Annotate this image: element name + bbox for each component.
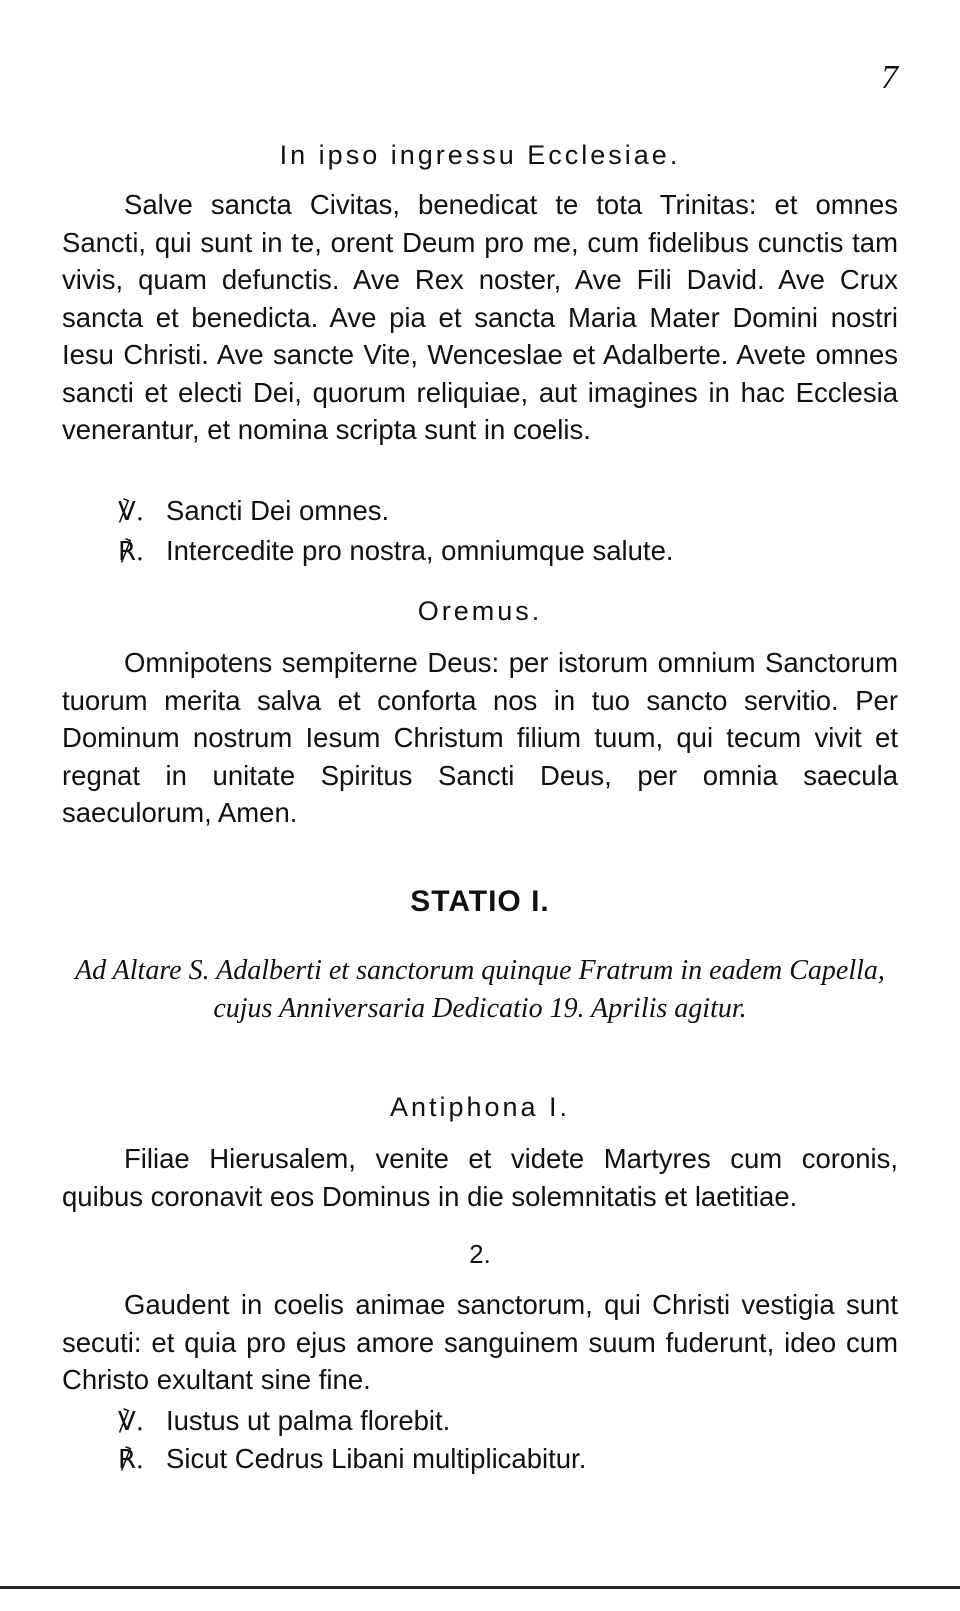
section-heading-entrance: In ipso ingressu Ecclesiae. [279,140,681,170]
antiphona-heading-2: 2. [469,1239,491,1269]
prayer-salve-paragraph: Salve sancta Civitas, benedicat te tota Trinitas: et omnes Sancti, qui sunt in te, orent Deum pro me, cum fidelibus cunctis tam vivis, quam defunctis. Ave Rex noster, Ave Fili David. Ave Crux sancta et benedicta. Ave pia et sancta Maria Mater Domini nostri Iesu Christi. Ave sancte Vite, Wenceslae et Adalberte. Avete omnes sancti et electi Dei, quorum reliquiae, aut imagines in hac Ecclesia venerantur, et nomina scripta sunt in coelis. [62,189,898,445]
book-page [62,0,898,1611]
versicle-symbol-2: ℣. [118,1407,145,1437]
antiphona-2-paragraph: Gaudent in coelis animae sanctorum, qui Christi vestigia sunt secuti: et quia pro ejus amore sanguinem suum fuderunt, ideo cum Christo exultant sine fine. [62,1289,898,1395]
versicle-line-2 [118,1402,450,1441]
response-text: Intercedite pro nostra, omniumque salute. [166,535,674,566]
versicle-symbol: ℣. [118,497,145,527]
section-heading-oremus: Oremus. [417,596,543,626]
response-symbol-2: ℟. [118,1445,145,1475]
statio-title: STATIO I. [410,885,550,918]
prayer-oremus-paragraph: Omnipotens sempiterne Deus: per istorum omnium Sanctorum tuorum merita salva et conforta nos in tuo sancto servitio. Per Dominum nostrum Iesum Christum filium tuum, qui tecum vivit et regnat in unitate Spiritus Sancti Deus, per omnia saecula saeculorum, Amen. [62,647,898,828]
antiphona-heading-1: Antiphona I. [389,1092,571,1122]
versicle-text-2: Iustus ut palma florebit. [166,1405,451,1436]
bottom-border [0,1586,960,1589]
response-text-2: Sicut Cedrus Libani multiplicabitur. [166,1443,587,1474]
response-line [118,532,674,571]
versicle-text: Sancti Dei omnes. [166,495,390,526]
statio-rubric: Ad Altare S. Adalberti et sanctorum quinque Fratrum in eadem Capella, cujus Anniversaria Dedicatio 19. Aprilis agitur. [75,955,885,1024]
page-number: 7 [881,59,898,96]
antiphona-1-paragraph: Filiae Hierusalem, venite et videte Martyres cum coronis, quibus coronavit eos Dominus in die solemnitatis et laetitiae. [62,1143,898,1212]
response-line-2 [118,1440,586,1479]
response-symbol: ℟. [118,537,145,567]
versicle-line [118,492,389,531]
